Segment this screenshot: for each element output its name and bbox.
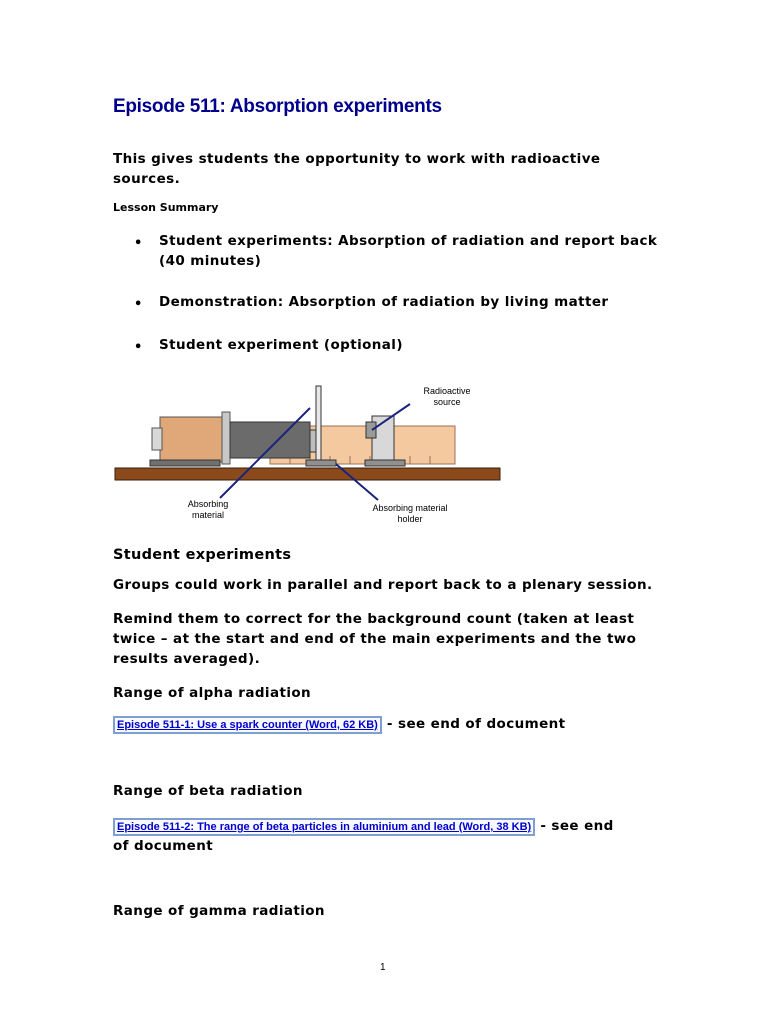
beta-suffix-line1: - see end [535,818,614,834]
page-number: 1 [380,962,386,973]
detector-stand [150,460,220,466]
bullet-icon: • [134,236,143,251]
detector-window [310,430,316,452]
alpha-episode-link[interactable]: Episode 511-1: Use a spark counter (Word, 62 KB) [113,716,382,734]
gamma-heading: Range of gamma radiation [113,903,325,919]
absorbing-plate [316,386,321,466]
bullet-item: Student experiments: Absorption of radiation and report back (40 minutes) [159,233,658,269]
label-source-line1: Radioactive [423,386,471,396]
beta-episode-link[interactable]: Episode 511-2: The range of beta particles in aluminium and lead (Word, 38 KB) [113,818,535,836]
detector-tube [230,422,310,458]
bench-base [115,468,500,480]
source-capsule [366,422,376,438]
beta-suffix-line2: of document [113,838,214,854]
alpha-heading: Range of alpha radiation [113,685,312,701]
detector-flange [222,412,230,464]
beta-heading: Range of beta radiation [113,783,303,799]
label-holder-line2: holder [397,514,423,524]
page-title: Episode 511: Absorption experiments [113,96,442,117]
absorption-apparatus-diagram [110,380,510,530]
absorber-holder-base [306,460,336,466]
bullet-icon: • [134,340,143,355]
label-material-line1: Absorbing [187,499,229,509]
alpha-suffix: - see end of document [381,716,566,732]
bullet-item: Demonstration: Absorption of radiation by living matter [159,294,609,310]
alpha-link-line [113,713,566,734]
source-holder-base [365,460,405,466]
detector-cap [152,428,162,450]
intro-paragraph: This gives students the opportunity to work with radioactive sources. [113,151,601,187]
detector-body [160,417,222,462]
label-holder-line1: Absorbing material [372,503,448,513]
section-heading-student-experiments: Student experiments [113,547,292,563]
label-source-line2: source [433,397,461,407]
bullet-icon: • [134,297,143,312]
bullet-item: Student experiment (optional) [159,337,403,353]
paragraph-groups: Groups could work in parallel and report back to a plenary session. [113,577,653,593]
label-material-line2: material [191,510,225,520]
lesson-summary-label: Lesson Summary [113,201,219,214]
beta-link-line [113,815,614,836]
paragraph-remind: Remind them to correct for the background count (taken at least twice – at the start and end of the main experiments and the two results averaged). [113,611,637,667]
